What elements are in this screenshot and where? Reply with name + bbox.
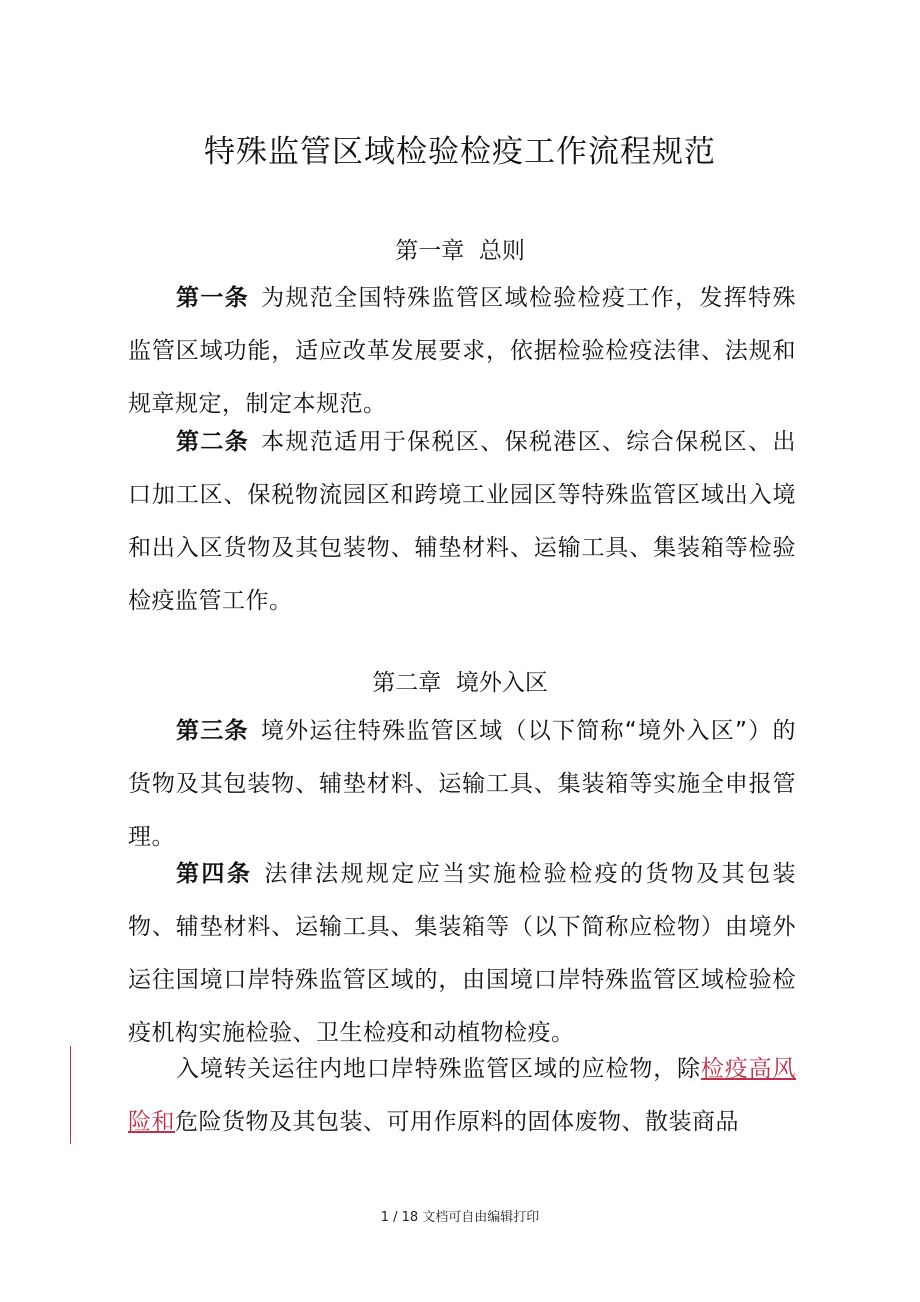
continuation-text-after: 危险货物及其包装、可用作原料的固体废物、散装商品: [175, 1109, 739, 1135]
article-2-text: 本规范适用于保税区、保税港区、综合保税区、出口加工区、保税物流园区和跨境工业园区等特殊监管区域出入境和出入区货物及其包装物、辅垫材料、运输工具、集装箱等检验检疫监管工作。: [128, 429, 796, 614]
article-2: [128, 416, 796, 628]
page-footer: 1 / 18 文档可自由编辑打印: [380, 1210, 540, 1225]
chapter-1-label: 第一章: [395, 238, 465, 264]
article-1-label: 第一条: [176, 285, 250, 311]
article-3-label: 第三条: [176, 718, 249, 744]
chapter-1-name: 总则: [478, 238, 525, 264]
article-2-label: 第二条: [176, 429, 250, 455]
article-3-text: 境外运往特殊监管区域（以下简称“境外入区”）的货物及其包装物、辅垫材料、运输工具、集装箱等实施全申报管理。: [128, 718, 797, 850]
article-4: [128, 848, 796, 1060]
article-1: [128, 272, 796, 431]
chapter-2-name: 境外入区: [455, 670, 548, 696]
revision-change-bar: [70, 1046, 71, 1144]
article-4-continuation: [128, 1043, 796, 1149]
article-4-text: 法律法规规定应当实施检验检疫的货物及其包装物、辅垫材料、运输工具、集装箱等（以下简称应检物）由境外运往国境口岸特殊监管区域的，由国境口岸特殊监管区域检验检疫机构实施检验、卫生检疫和动植物检疫。: [128, 861, 797, 1046]
chapter-2-label: 第二章: [372, 670, 442, 696]
article-4-label: 第四条: [176, 861, 253, 887]
chapter-2-heading: [0, 666, 920, 700]
article-1-text: 为规范全国特殊监管区域检验检疫工作，发挥特殊监管区域功能，适应改革发展要求，依据检验检疫法律、法规和规章规定，制定本规范。: [128, 285, 796, 417]
chapter-1-heading: [0, 234, 920, 268]
document-title: 特殊监管区域检验检疫工作流程规范: [204, 134, 716, 170]
article-3: [128, 705, 796, 864]
continuation-text-before: 入境转关运往内地口岸特殊监管区域的应检物，除: [176, 1056, 701, 1082]
tracked-revision-text[interactable]: 检疫高风险和: [128, 1056, 797, 1135]
